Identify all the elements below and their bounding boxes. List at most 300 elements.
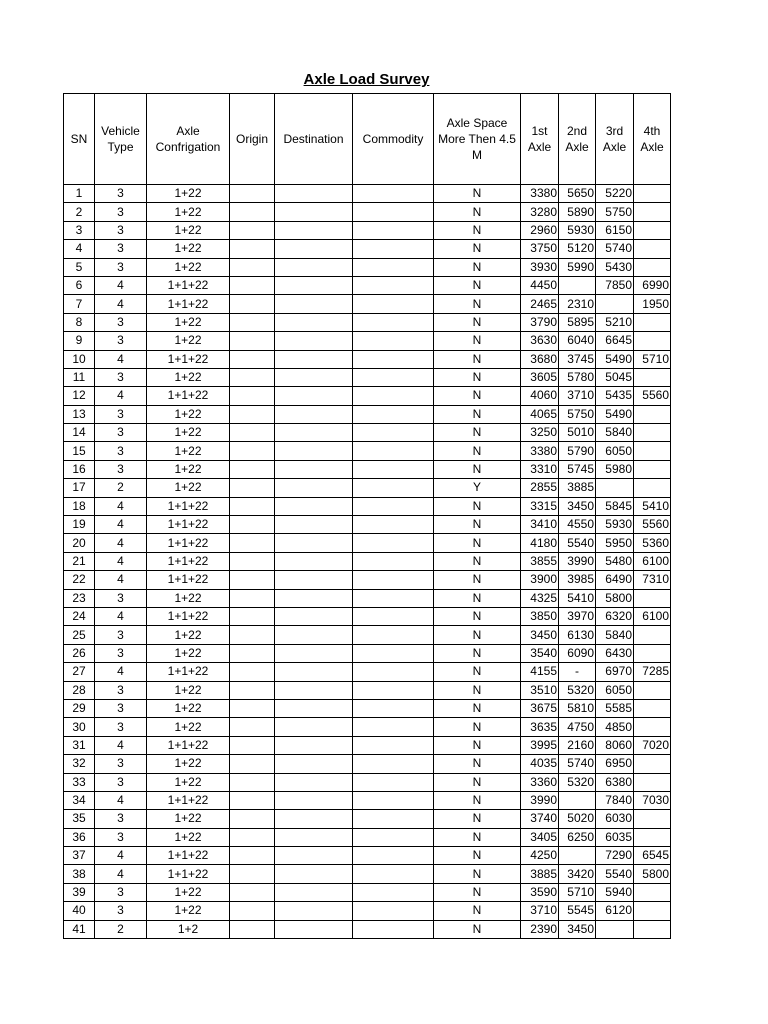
header-axle-configuration: Axle Confrigation [147, 94, 230, 185]
cell-commodity [353, 240, 434, 258]
cell-destination [275, 497, 353, 515]
cell-2nd-axle: 6250 [559, 828, 596, 846]
cell-axle-configuration: 1+1+22 [147, 607, 230, 625]
cell-1st-axle: 4325 [521, 589, 559, 607]
cell-axle-configuration: 1+1+22 [147, 847, 230, 865]
cell-axle-configuration: 1+22 [147, 681, 230, 699]
cell-origin [230, 424, 275, 442]
cell-vehicle-type: 4 [95, 534, 147, 552]
cell-sn: 39 [64, 883, 95, 901]
cell-2nd-axle: 4550 [559, 516, 596, 534]
table-row [64, 847, 671, 865]
cell-destination [275, 203, 353, 221]
cell-vehicle-type: 3 [95, 203, 147, 221]
cell-2nd-axle: 3745 [559, 350, 596, 368]
cell-1st-axle: 3540 [521, 644, 559, 662]
cell-axle-space: N [434, 847, 521, 865]
cell-origin [230, 773, 275, 791]
cell-axle-space: N [434, 240, 521, 258]
cell-4th-axle [634, 718, 671, 736]
cell-vehicle-type: 3 [95, 699, 147, 717]
cell-commodity [353, 718, 434, 736]
table-row [64, 185, 671, 203]
cell-axle-space: N [434, 313, 521, 331]
header-axle-space: Axle Space More Then 4.5 M [434, 94, 521, 185]
cell-origin [230, 185, 275, 203]
cell-commodity [353, 460, 434, 478]
table-row [64, 607, 671, 625]
header-4th-axle: 4th Axle [634, 94, 671, 185]
table-header-row [64, 94, 671, 185]
cell-origin [230, 405, 275, 423]
cell-axle-configuration: 1+22 [147, 883, 230, 901]
cell-1st-axle: 3680 [521, 350, 559, 368]
table-row [64, 552, 671, 570]
cell-commodity [353, 387, 434, 405]
cell-2nd-axle: 3420 [559, 865, 596, 883]
cell-3rd-axle: 6035 [596, 828, 634, 846]
cell-2nd-axle: 5810 [559, 699, 596, 717]
table-row [64, 276, 671, 294]
cell-2nd-axle: 3450 [559, 497, 596, 515]
cell-vehicle-type: 4 [95, 865, 147, 883]
cell-axle-configuration: 1+1+22 [147, 497, 230, 515]
cell-4th-axle: 7285 [634, 663, 671, 681]
cell-4th-axle [634, 755, 671, 773]
cell-axle-space: N [434, 644, 521, 662]
cell-origin [230, 810, 275, 828]
cell-1st-axle: 3750 [521, 240, 559, 258]
table-row [64, 902, 671, 920]
cell-commodity [353, 736, 434, 754]
cell-2nd-axle: 5010 [559, 424, 596, 442]
cell-commodity [353, 258, 434, 276]
cell-origin [230, 847, 275, 865]
cell-3rd-axle: 5540 [596, 865, 634, 883]
cell-3rd-axle: 5435 [596, 387, 634, 405]
cell-vehicle-type: 3 [95, 332, 147, 350]
cell-2nd-axle: 5895 [559, 313, 596, 331]
cell-origin [230, 460, 275, 478]
table-body [64, 185, 671, 939]
cell-axle-space: N [434, 589, 521, 607]
cell-destination [275, 681, 353, 699]
cell-axle-configuration: 1+22 [147, 258, 230, 276]
cell-destination [275, 828, 353, 846]
cell-origin [230, 699, 275, 717]
cell-axle-configuration: 1+22 [147, 460, 230, 478]
cell-1st-axle: 4155 [521, 663, 559, 681]
cell-destination [275, 902, 353, 920]
cell-sn: 8 [64, 313, 95, 331]
cell-sn: 3 [64, 221, 95, 239]
cell-4th-axle [634, 368, 671, 386]
cell-destination [275, 699, 353, 717]
cell-destination [275, 276, 353, 294]
cell-axle-space: N [434, 534, 521, 552]
cell-sn: 5 [64, 258, 95, 276]
table-row [64, 920, 671, 938]
cell-commodity [353, 847, 434, 865]
cell-destination [275, 626, 353, 644]
cell-3rd-axle: 5845 [596, 497, 634, 515]
cell-2nd-axle: 5410 [559, 589, 596, 607]
cell-origin [230, 736, 275, 754]
cell-4th-axle: 6100 [634, 607, 671, 625]
cell-1st-axle: 3380 [521, 442, 559, 460]
cell-vehicle-type: 3 [95, 681, 147, 699]
cell-2nd-axle: 3450 [559, 920, 596, 938]
header-1st-axle: 1st Axle [521, 94, 559, 185]
cell-3rd-axle: 6970 [596, 663, 634, 681]
cell-1st-axle: 4450 [521, 276, 559, 294]
cell-commodity [353, 681, 434, 699]
cell-vehicle-type: 3 [95, 368, 147, 386]
cell-commodity [353, 626, 434, 644]
cell-3rd-axle: 6380 [596, 773, 634, 791]
cell-origin [230, 755, 275, 773]
cell-origin [230, 332, 275, 350]
cell-sn: 10 [64, 350, 95, 368]
cell-axle-configuration: 1+1+22 [147, 865, 230, 883]
cell-destination [275, 589, 353, 607]
cell-4th-axle: 7020 [634, 736, 671, 754]
cell-4th-axle: 5560 [634, 387, 671, 405]
cell-vehicle-type: 3 [95, 902, 147, 920]
cell-origin [230, 350, 275, 368]
cell-1st-axle: 4060 [521, 387, 559, 405]
cell-origin [230, 387, 275, 405]
cell-vehicle-type: 4 [95, 847, 147, 865]
cell-axle-configuration: 1+22 [147, 479, 230, 497]
cell-destination [275, 479, 353, 497]
cell-4th-axle: 6990 [634, 276, 671, 294]
cell-3rd-axle: 5930 [596, 516, 634, 534]
cell-2nd-axle: 3710 [559, 387, 596, 405]
cell-vehicle-type: 3 [95, 442, 147, 460]
cell-commodity [353, 405, 434, 423]
cell-4th-axle [634, 479, 671, 497]
cell-4th-axle [634, 203, 671, 221]
cell-2nd-axle: 5750 [559, 405, 596, 423]
cell-vehicle-type: 4 [95, 607, 147, 625]
cell-2nd-axle: 5780 [559, 368, 596, 386]
cell-axle-configuration: 1+1+22 [147, 736, 230, 754]
cell-vehicle-type: 4 [95, 571, 147, 589]
cell-3rd-axle: 8060 [596, 736, 634, 754]
cell-sn: 6 [64, 276, 95, 294]
cell-origin [230, 902, 275, 920]
cell-sn: 18 [64, 497, 95, 515]
cell-2nd-axle: 5930 [559, 221, 596, 239]
cell-1st-axle: 3405 [521, 828, 559, 846]
cell-origin [230, 479, 275, 497]
cell-axle-configuration: 1+22 [147, 240, 230, 258]
cell-4th-axle: 5410 [634, 497, 671, 515]
cell-commodity [353, 791, 434, 809]
cell-4th-axle [634, 773, 671, 791]
cell-4th-axle [634, 258, 671, 276]
cell-destination [275, 718, 353, 736]
cell-commodity [353, 442, 434, 460]
cell-vehicle-type: 3 [95, 626, 147, 644]
cell-1st-axle: 4250 [521, 847, 559, 865]
cell-sn: 21 [64, 552, 95, 570]
cell-1st-axle: 3630 [521, 332, 559, 350]
cell-origin [230, 791, 275, 809]
table-row [64, 497, 671, 515]
cell-4th-axle: 6545 [634, 847, 671, 865]
cell-vehicle-type: 4 [95, 516, 147, 534]
cell-commodity [353, 276, 434, 294]
cell-2nd-axle: 3985 [559, 571, 596, 589]
cell-origin [230, 203, 275, 221]
cell-2nd-axle [559, 276, 596, 294]
cell-4th-axle [634, 442, 671, 460]
cell-origin [230, 313, 275, 331]
cell-axle-configuration: 1+22 [147, 644, 230, 662]
table-row [64, 258, 671, 276]
cell-axle-space: N [434, 736, 521, 754]
cell-3rd-axle: 5490 [596, 405, 634, 423]
cell-1st-axle: 3790 [521, 313, 559, 331]
cell-commodity [353, 699, 434, 717]
cell-vehicle-type: 3 [95, 810, 147, 828]
cell-axle-space: N [434, 405, 521, 423]
cell-axle-space: N [434, 663, 521, 681]
cell-3rd-axle: 6030 [596, 810, 634, 828]
table-row [64, 221, 671, 239]
cell-commodity [353, 497, 434, 515]
cell-3rd-axle: 5950 [596, 534, 634, 552]
cell-1st-axle: 4065 [521, 405, 559, 423]
cell-vehicle-type: 3 [95, 185, 147, 203]
cell-2nd-axle: 5740 [559, 755, 596, 773]
cell-2nd-axle: 3885 [559, 479, 596, 497]
cell-origin [230, 589, 275, 607]
cell-destination [275, 424, 353, 442]
cell-sn: 11 [64, 368, 95, 386]
cell-axle-configuration: 1+22 [147, 589, 230, 607]
cell-2nd-axle: 5650 [559, 185, 596, 203]
cell-vehicle-type: 4 [95, 387, 147, 405]
cell-2nd-axle: 3990 [559, 552, 596, 570]
table-row [64, 791, 671, 809]
cell-1st-axle: 3855 [521, 552, 559, 570]
cell-4th-axle [634, 589, 671, 607]
cell-2nd-axle: 6090 [559, 644, 596, 662]
cell-commodity [353, 644, 434, 662]
cell-axle-space: N [434, 368, 521, 386]
cell-3rd-axle: 5980 [596, 460, 634, 478]
cell-vehicle-type: 4 [95, 295, 147, 313]
cell-commodity [353, 185, 434, 203]
cell-vehicle-type: 3 [95, 313, 147, 331]
cell-destination [275, 387, 353, 405]
cell-sn: 34 [64, 791, 95, 809]
cell-origin [230, 516, 275, 534]
cell-origin [230, 883, 275, 901]
cell-sn: 9 [64, 332, 95, 350]
cell-2nd-axle: 6130 [559, 626, 596, 644]
cell-4th-axle [634, 221, 671, 239]
cell-4th-axle: 7030 [634, 791, 671, 809]
table-row [64, 810, 671, 828]
cell-destination [275, 534, 353, 552]
cell-4th-axle: 6100 [634, 552, 671, 570]
cell-axle-space: N [434, 516, 521, 534]
cell-origin [230, 626, 275, 644]
cell-4th-axle [634, 240, 671, 258]
cell-1st-axle: 3280 [521, 203, 559, 221]
cell-axle-configuration: 1+22 [147, 442, 230, 460]
cell-1st-axle: 3885 [521, 865, 559, 883]
cell-axle-space: N [434, 902, 521, 920]
table-row [64, 681, 671, 699]
header-destination: Destination [275, 94, 353, 185]
cell-sn: 23 [64, 589, 95, 607]
cell-1st-axle: 3710 [521, 902, 559, 920]
cell-axle-configuration: 1+22 [147, 718, 230, 736]
cell-commodity [353, 516, 434, 534]
cell-axle-configuration: 1+1+22 [147, 295, 230, 313]
cell-sn: 29 [64, 699, 95, 717]
cell-origin [230, 295, 275, 313]
cell-destination [275, 755, 353, 773]
cell-2nd-axle: 5745 [559, 460, 596, 478]
cell-origin [230, 571, 275, 589]
cell-axle-space: N [434, 755, 521, 773]
cell-sn: 1 [64, 185, 95, 203]
cell-origin [230, 258, 275, 276]
cell-vehicle-type: 3 [95, 258, 147, 276]
cell-4th-axle [634, 405, 671, 423]
cell-origin [230, 368, 275, 386]
cell-commodity [353, 755, 434, 773]
cell-1st-axle: 2465 [521, 295, 559, 313]
cell-3rd-axle: 5480 [596, 552, 634, 570]
cell-axle-configuration: 1+22 [147, 828, 230, 846]
cell-axle-configuration: 1+22 [147, 424, 230, 442]
cell-destination [275, 332, 353, 350]
cell-2nd-axle: 6040 [559, 332, 596, 350]
cell-1st-axle: 4180 [521, 534, 559, 552]
cell-1st-axle: 3930 [521, 258, 559, 276]
cell-3rd-axle: 5800 [596, 589, 634, 607]
cell-commodity [353, 295, 434, 313]
cell-vehicle-type: 4 [95, 736, 147, 754]
cell-sn: 14 [64, 424, 95, 442]
cell-origin [230, 681, 275, 699]
cell-commodity [353, 424, 434, 442]
header-sn: SN [64, 94, 95, 185]
cell-3rd-axle: 6050 [596, 681, 634, 699]
cell-3rd-axle: 6150 [596, 221, 634, 239]
cell-sn: 31 [64, 736, 95, 754]
cell-axle-space: N [434, 295, 521, 313]
cell-1st-axle: 3675 [521, 699, 559, 717]
cell-3rd-axle: 5490 [596, 350, 634, 368]
cell-1st-axle: 3900 [521, 571, 559, 589]
cell-destination [275, 405, 353, 423]
cell-axle-configuration: 1+1+22 [147, 534, 230, 552]
cell-3rd-axle: 7290 [596, 847, 634, 865]
cell-sn: 13 [64, 405, 95, 423]
cell-1st-axle: 2855 [521, 479, 559, 497]
cell-origin [230, 276, 275, 294]
cell-axle-configuration: 1+1+22 [147, 516, 230, 534]
cell-axle-space: N [434, 626, 521, 644]
cell-4th-axle: 5560 [634, 516, 671, 534]
cell-vehicle-type: 3 [95, 828, 147, 846]
cell-1st-axle: 3510 [521, 681, 559, 699]
table-row [64, 313, 671, 331]
cell-vehicle-type: 3 [95, 883, 147, 901]
cell-2nd-axle: - [559, 663, 596, 681]
cell-axle-configuration: 1+22 [147, 810, 230, 828]
table-row [64, 295, 671, 313]
cell-destination [275, 295, 353, 313]
cell-origin [230, 828, 275, 846]
cell-axle-space: N [434, 883, 521, 901]
cell-sn: 12 [64, 387, 95, 405]
table-row [64, 755, 671, 773]
cell-axle-space: N [434, 773, 521, 791]
cell-axle-space: N [434, 810, 521, 828]
cell-axle-configuration: 1+2 [147, 920, 230, 938]
cell-2nd-axle: 5540 [559, 534, 596, 552]
cell-destination [275, 460, 353, 478]
cell-sn: 30 [64, 718, 95, 736]
cell-destination [275, 552, 353, 570]
cell-origin [230, 865, 275, 883]
cell-commodity [353, 534, 434, 552]
cell-commodity [353, 607, 434, 625]
cell-2nd-axle [559, 791, 596, 809]
cell-4th-axle [634, 424, 671, 442]
cell-origin [230, 607, 275, 625]
cell-3rd-axle: 5840 [596, 626, 634, 644]
cell-3rd-axle: 5430 [596, 258, 634, 276]
cell-3rd-axle: 6430 [596, 644, 634, 662]
cell-vehicle-type: 4 [95, 350, 147, 368]
table-row [64, 571, 671, 589]
cell-3rd-axle: 5840 [596, 424, 634, 442]
cell-sn: 36 [64, 828, 95, 846]
cell-destination [275, 258, 353, 276]
cell-axle-space: N [434, 718, 521, 736]
cell-sn: 2 [64, 203, 95, 221]
cell-2nd-axle: 5120 [559, 240, 596, 258]
cell-vehicle-type: 3 [95, 460, 147, 478]
cell-vehicle-type: 4 [95, 497, 147, 515]
cell-axle-space: N [434, 185, 521, 203]
table-row [64, 405, 671, 423]
cell-destination [275, 847, 353, 865]
table-row [64, 644, 671, 662]
table-row [64, 865, 671, 883]
cell-destination [275, 663, 353, 681]
cell-axle-space: N [434, 681, 521, 699]
cell-1st-axle: 3450 [521, 626, 559, 644]
cell-3rd-axle: 5740 [596, 240, 634, 258]
cell-3rd-axle: 7850 [596, 276, 634, 294]
header-2nd-axle: 2nd Axle [559, 94, 596, 185]
cell-vehicle-type: 3 [95, 755, 147, 773]
cell-axle-configuration: 1+22 [147, 405, 230, 423]
cell-origin [230, 534, 275, 552]
cell-sn: 26 [64, 644, 95, 662]
